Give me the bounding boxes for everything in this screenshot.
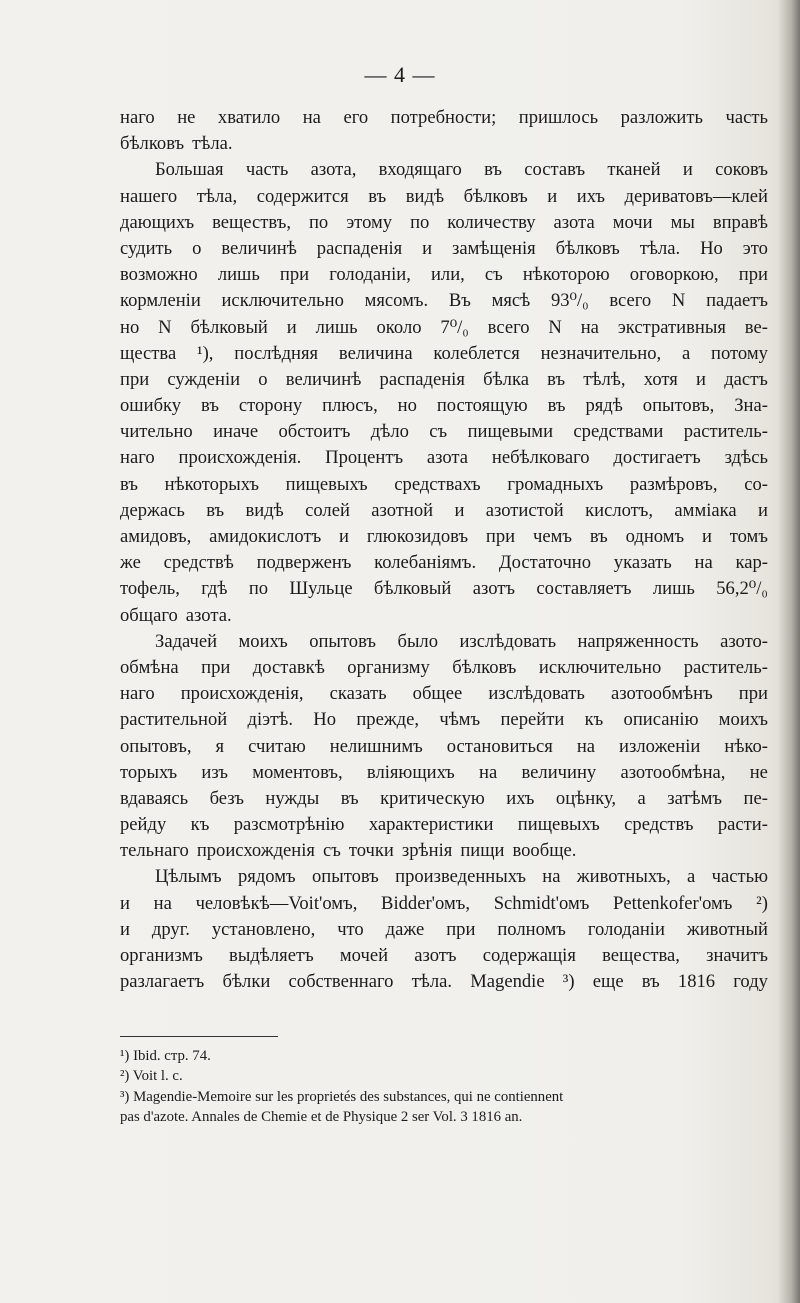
text-line: кормленіи исключительно мясомъ. Въ мясѣ 93⁰/₀ всего N падаетъ [120, 290, 768, 312]
text-line: наго происхожденія, сказать общее изслѣдовать азотообмѣнъ при [120, 683, 768, 705]
text-line: Задачей моихъ опытовъ было изслѣдовать напряженность азото- [155, 630, 768, 652]
text-line: чительно иначе обстоитъ дѣло съ пищевыми средствами раститель- [120, 421, 768, 443]
text-line: опытовъ, я считаю нелишнимъ остановиться на изложеніи нѣко- [120, 735, 768, 757]
footnote: ³) Magendie-Memoire sur les proprietés des substances, qui ne contiennent [120, 1088, 564, 1105]
text-line: держась въ видѣ солей азотной и азотистой кислотъ, амміака и [120, 499, 768, 521]
text-line: торыхъ изъ моментовъ, вліяющихъ на величину азотообмѣна, не [120, 761, 768, 783]
footnote: ²) Voit l. c. [120, 1068, 183, 1085]
text-line: бѣлковъ тѣла. [120, 133, 233, 155]
text-line: судить о величинѣ распаденія и замѣщенія бѣлковъ тѣла. Но это [120, 237, 768, 259]
text-line: разлагаетъ бѣлки собственнаго тѣла. Magendie ³) еще въ 1816 году [120, 971, 768, 993]
footnote-separator [120, 1036, 278, 1037]
text-line: тофель, гдѣ по Шульце бѣлковый азотъ составляетъ лишь 56,2⁰/₀ [120, 578, 768, 600]
text-line: рейду къ разсмотрѣнію характеристики пищевыхъ средствъ расти- [120, 814, 768, 836]
text-line: вдаваясь безъ нужды въ критическую ихъ оцѣнку, а затѣмъ пе- [120, 787, 768, 809]
text-line: щества ¹), послѣдняя величина колеблется незначительно, а потому [120, 342, 768, 364]
text-line: и друг. установлено, что даже при полномъ голоданіи животный [120, 918, 768, 940]
text-line: дающихъ веществъ, по этому по количеству азота мочи мы вправѣ [120, 211, 768, 233]
text-line: но N бѣлковый и лишь около 7⁰/₀ всего N на экстративныя ве- [120, 316, 768, 338]
text-line: при сужденіи о величинѣ распаденія бѣлка въ тѣлѣ, хотя и дастъ [120, 368, 768, 390]
page-number: — 4 — [364, 62, 436, 87]
footnote: pas d'azote. Annales de Chemie et de Physique 2 ser Vol. 3 1816 an. [120, 1109, 523, 1126]
text-line: нашего тѣла, содержится въ видѣ бѣлковъ и ихъ дериватовъ—клей [120, 185, 768, 207]
text-line: и на человѣкѣ—Voit'омъ, Bidder'омъ, Schmidt'омъ Pettenkofer'омъ ²) [120, 892, 768, 914]
text-line: Большая часть азота, входящаго въ составъ тканей и соковъ [155, 159, 768, 181]
text-line: же средствѣ подверженъ колебаніямъ. Достаточно указать на кар- [120, 552, 768, 574]
text-line: общаго азота. [120, 604, 232, 626]
text-line: наго происхожденія. Процентъ азота небѣлковаго достигаетъ здѣсь [120, 447, 768, 469]
text-line: амидовъ, амидокислотъ и глюкозидовъ при чемъ въ одномъ и томъ [120, 526, 768, 547]
text-line: наго не хватило на его потребности; пришлось разложить часть [120, 107, 768, 128]
page-edge-shadow [778, 0, 800, 1303]
body-text [120, 105, 768, 995]
text-line: организмъ выдѣляетъ мочей азотъ содержащія вещества, значитъ [120, 945, 768, 966]
text-line: тельнаго происхожденія съ точки зрѣнія пищи вообще. [120, 840, 577, 862]
text-line: въ нѣкоторыхъ пищевыхъ средствахъ громадныхъ размѣровъ, со- [120, 473, 768, 495]
text-line: обмѣна при доставкѣ организму бѣлковъ исключительно раститель- [120, 656, 768, 678]
footnotes [120, 1046, 768, 1128]
text-line: ошибку въ сторону плюсъ, но постоящую въ рядѣ опытовъ, Зна- [120, 395, 768, 417]
text-line: растительной діэтѣ. Но прежде, чѣмъ перейти къ описанію моихъ [120, 709, 768, 731]
text-line: Цѣлымъ рядомъ опытовъ произведенныхъ на животныхъ, а частью [155, 866, 768, 888]
text-line: возможно лишь при голоданіи, или, съ нѣкоторою оговоркою, при [120, 264, 768, 286]
footnote: ¹) Ibid. стр. 74. [120, 1048, 211, 1064]
